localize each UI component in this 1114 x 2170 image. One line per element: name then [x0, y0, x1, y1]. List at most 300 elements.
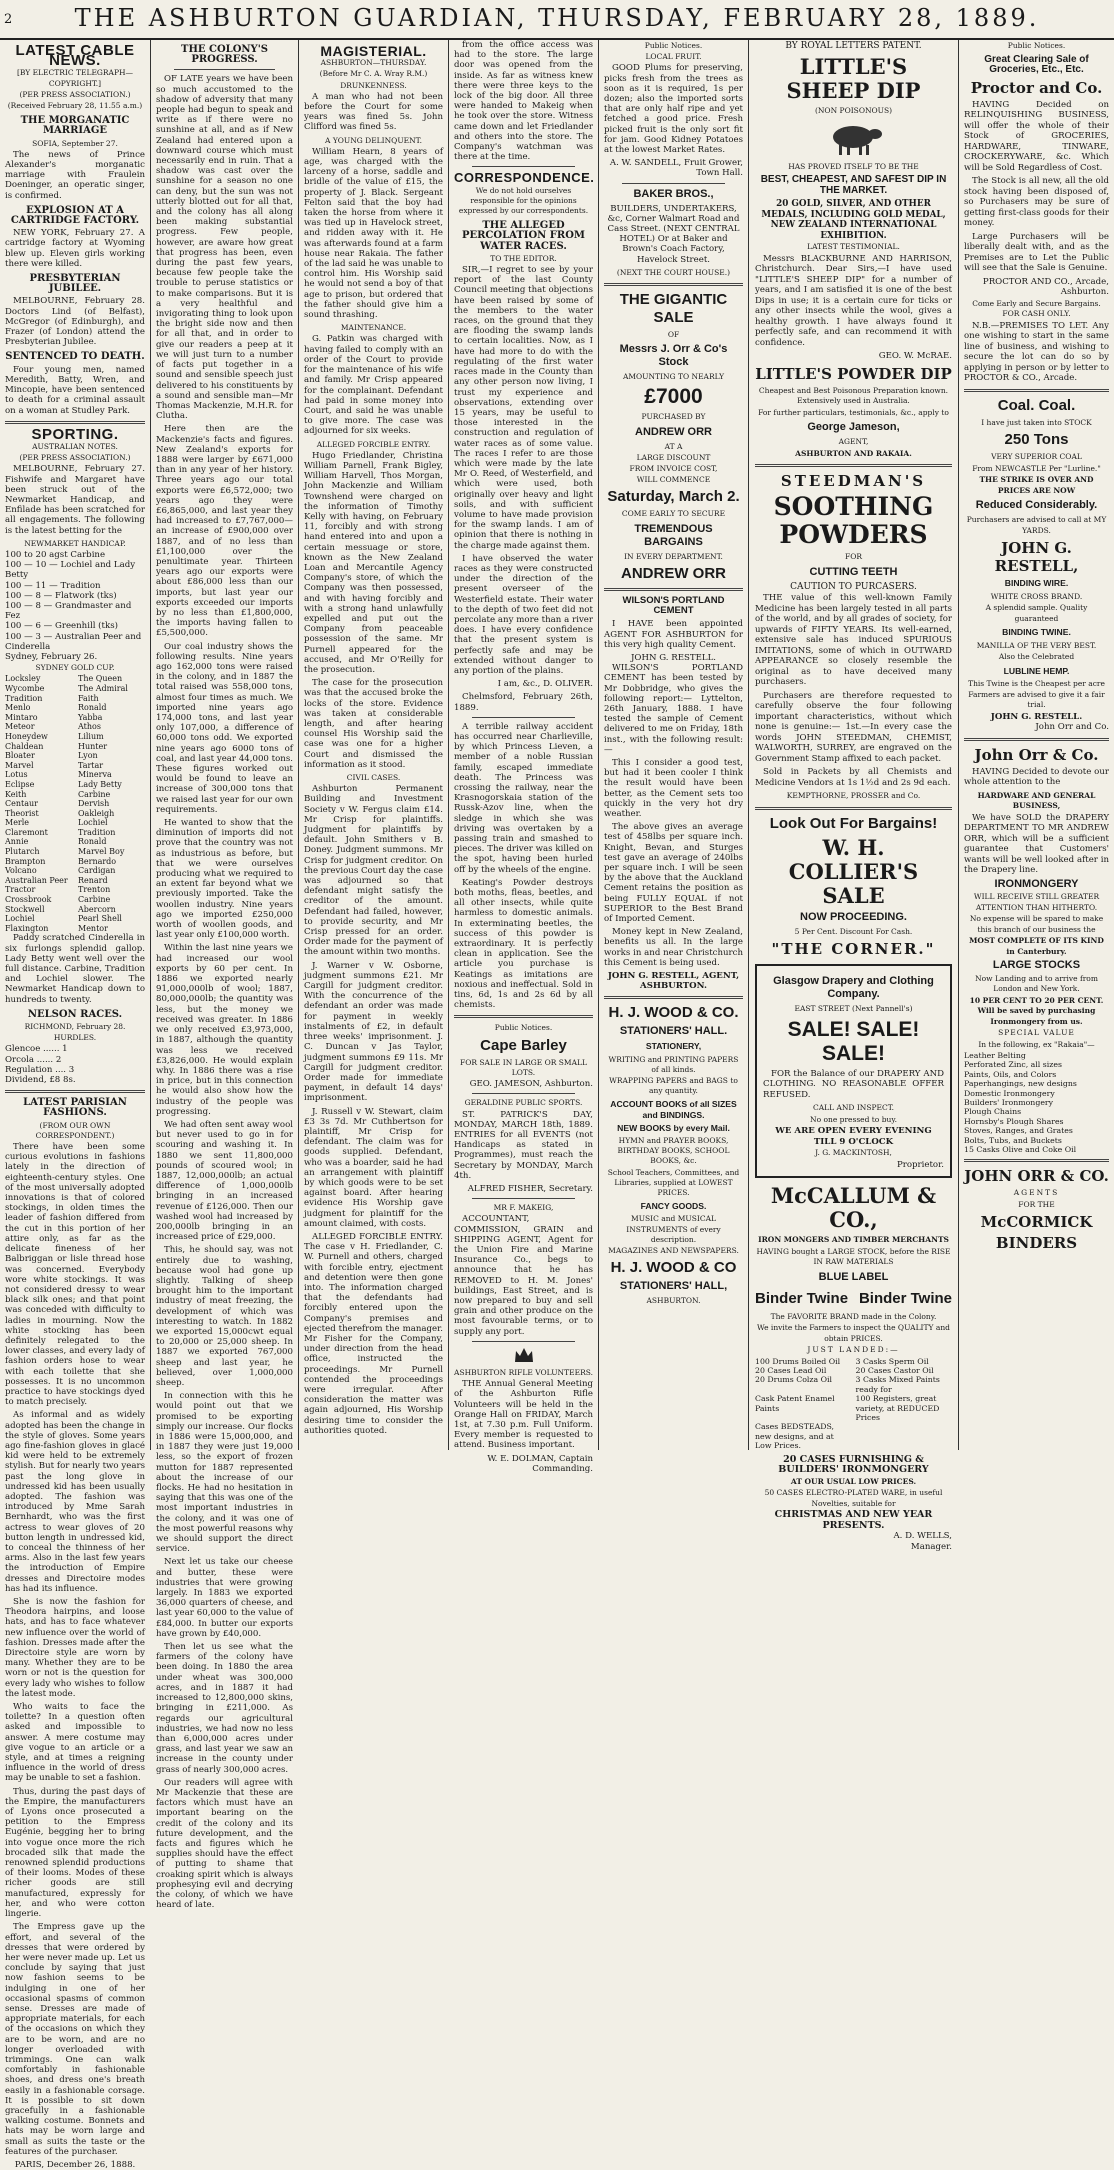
- proctor-signature: PROCTOR AND CO., Arcade, Ashburton.: [982, 276, 1109, 297]
- forcible-entry-text: The case for the prosecution was that the accused broke the locks of the store. Evidence was taken at considerable length, and after hearing counsel His Worship said the case was one for a higher Court and dismissed the information as it stood.: [304, 678, 443, 770]
- result-line: Glencoe ...... 1: [5, 1044, 68, 1055]
- horse-name: Marvel Boy: [78, 847, 125, 857]
- magazines-label: MAGAZINES AND NEWSPAPERS.: [608, 1246, 739, 1256]
- divider: [755, 807, 952, 810]
- forcible-entry-text: Hugo Friedlander, Christina William Parnell, Frank Bigley, William Harvell, Thos Morgan, John Mackenzie and William Townshend were charged on the information of Timothy Kelly with having, on February 11, forcibly and with strong hand entered into and upon a certain messuage or store, known as the New Zealand Loan and Mercantile Agency Company's store, of which the Company was then possessed, and with having forcibly and with a strong hand unlawfully expelled and put out the Company from peaceable possession of the same. Mr Purnell appeared for the accused, and Mr O'Reilly for the prosecution.: [304, 450, 443, 675]
- colony-text: We had often sent away wool but never used to go in for scouring and washing it. In 1880 we sent 11,800,000 pounds of scoured wool; in 1887, 12,000,000lb; an actual difference of 1,000,000lb bringing in an increased revenue of £126,000. Then our washed wool had increased by 200,000lb bringing in an increased price of £29,000.: [156, 1119, 293, 1243]
- coal-stock: I have just taken into STOCK: [981, 417, 1092, 427]
- sentenced-heading: SENTENCED TO DEATH.: [5, 351, 145, 363]
- cutting-teeth: CUTTING TEETH: [809, 565, 898, 578]
- wilson-text: Money kept in New Zealand, benefits us all. In the large works in and near Christchurch this Cement is being used.: [604, 927, 743, 968]
- horse-name: Athos: [78, 722, 101, 732]
- testimonial-signature: GEO. W. McRAE.: [878, 351, 952, 361]
- royal-patent: BY ROYAL LETTERS PATENT.: [785, 41, 922, 51]
- agent-label: AGENT,: [838, 437, 869, 446]
- strike-label: THE STRIKE IS OVER AND PRICES ARE NOW: [979, 475, 1094, 495]
- premises-let-text: N.B.—PREMISES TO LET. Any one wishing to start in the same line of business, and wishing to secure the lot can do so by applying in person or by letter to PROCTOR & CO., Arcade.: [964, 320, 1109, 383]
- drunk-text: A man who had not been before the Court for some years was fined 5s. John Clifford was fined 5s.: [304, 91, 443, 133]
- marriage-text: The news of Prince Alexander's morganatic marriage with Fraulein Doeninger, an operatic singer, is confirmed.: [5, 149, 145, 201]
- delinquent-heading: A YOUNG DELINQUENT.: [325, 135, 422, 145]
- horse-name: Australian Peer: [5, 875, 68, 885]
- reduced-label: Reduced Considerably.: [975, 499, 1098, 511]
- horse-name: Theorist: [5, 808, 39, 818]
- usual-prices: AT OUR USUAL LOW PRICES.: [790, 1476, 917, 1486]
- divider: [622, 183, 725, 184]
- nelson-dateline: RICHMOND, February 28.: [24, 1022, 126, 1032]
- horse-name: Faith: [78, 693, 99, 703]
- clearing-sale-title: Great Clearing Sale of Groceries, Etc., Etc.: [984, 53, 1089, 75]
- landed-item: 100 Drums Boiled Oil: [755, 1356, 841, 1366]
- steedman-title: STEEDMAN'S: [780, 472, 927, 490]
- mccormick-label: McCORMICK: [980, 1213, 1093, 1232]
- divider: [472, 1198, 575, 1199]
- barley-signature: GEO. JAMESON, Ashburton.: [469, 1079, 593, 1090]
- soothing-title: SOOTHING POWDERS: [773, 492, 934, 549]
- fruit-text: GOOD Plums for preserving, picks fresh from the trees as soon as it is required, 1s per dozen; also the imported sorts that are only half ripe and yet fetched a good price. Fresh picked fruit is the only sort fit for jam. Good Kidney Potatoes at the lowest Market Rates.: [604, 63, 743, 156]
- mccallum-title: McCALLUM & CO.,: [770, 1183, 937, 1232]
- orr-small-signature: John Orr and Co.: [1035, 722, 1109, 732]
- wrapping-label: WRAPPING PAPERS and BAGS to any quantity.: [609, 1076, 738, 1096]
- special-item: Hornsby's Plough Shares: [964, 1116, 1064, 1126]
- wilson-text: The above gives an average test of 458lbs per square inch. Knight, Bevan, and Sturges test gave an average of 240lbs per square inch. I will be seen by the above that the Auckland Cement retains the position as being FULLY EQUAL if not SUPERIOR to the Best Brand of Imported Cement.: [604, 822, 743, 924]
- horse-name: Carbine: [78, 895, 111, 905]
- landed-item: 20 Cases Castor Oil: [855, 1365, 934, 1375]
- orr-bottom-title: JOHN ORR & CO.: [964, 1167, 1109, 1186]
- geraldine-text: ST. PATRICK'S DAY, MONDAY, MARCH 18th, 1889. ENTRIES for all EVENTS (not Handicaps as stated in Programmes), must reach the Secretary by MONDAY, March 4th.: [454, 1109, 593, 1181]
- fashions-text: She is now the fashion for Theodora hairpins, and loose hats, and has to face whatever new influence over the world of fashion. Dresses made after the Directoire style are worn by many. Whether they are to be worn or not is the question for every lady who wishes to follow the latest mode.: [5, 1597, 145, 1699]
- jameson-name: George Jameson,: [807, 421, 900, 433]
- horse-name: Oakleigh: [78, 808, 115, 818]
- furnishing-label: 20 CASES FURNISHING & BUILDERS' IRONMONGERY: [778, 1453, 929, 1476]
- public-notices-label: Public Notices.: [1007, 41, 1066, 50]
- horse-name: Flaxington: [5, 923, 49, 933]
- proprietor-label: Proprietor.: [896, 1159, 944, 1170]
- forcible-entry-heading: ALLEGED FORCIBLE ENTRY.: [316, 439, 431, 449]
- wilson-title: WILSON'S PORTLAND CEMENT: [622, 594, 725, 617]
- landed-item: Cases BEDSTEADS, new designs, and at Low Prices.: [755, 1422, 835, 1451]
- stationers-title-2: STATIONERS' HALL,: [619, 1280, 728, 1293]
- gigantic-sale-title: THE GIGANTIC SALE: [619, 291, 728, 327]
- horse-name: Lady Betty: [78, 779, 122, 789]
- wilson-signature: JOHN G. RESTELL, AGENT, ASHBURTON.: [607, 971, 740, 992]
- column-advertisements: [748, 40, 958, 1552]
- colony-text: Within the last nine years we had increased our wool exports by 60 per cent. In 1886 we exported nearly 91,000,000lb of wool; 1887, 80,000,000lb; the quantity was less, but the money we received was greater. In 1886 we only received £3,973,000, in 1887, although the quantity was less we received £3,826,000. He would explain why. In 1886 there was a rise in price, but in this connection he would also show how the industry of the people was progressing.: [156, 943, 293, 1117]
- letter-signature: I am, &c., D. OLIVER.: [497, 679, 593, 690]
- powder-dip-title: LITTLE'S POWDER DIP: [755, 364, 952, 383]
- horse-name: Marvel: [5, 760, 34, 770]
- betting-list: [5, 550, 145, 662]
- proctor-text: The Stock is all new, all the old stock having been disposed of, so Purchasers may be sure of getting first-class goods for their money.: [964, 176, 1109, 228]
- electro-label: 50 CASES ELECTRO-PLATED WARE, in useful Novelties, suitable for: [764, 1488, 943, 1508]
- correspondence-heading: CORRESPONDENCE.: [454, 170, 595, 186]
- horse-name: Chaldean: [5, 741, 44, 751]
- fruit-signature: A. W. SANDELL, Fruit Grower, Town Hall.: [609, 158, 743, 179]
- no-press: No one pressed to buy.: [810, 1114, 897, 1124]
- explosion-heading: EXPLOSION AT A CARTRIDGE FACTORY.: [10, 204, 140, 227]
- manila-label: MANILLA OF THE VERY BEST.: [976, 640, 1097, 650]
- special-item: Perforated Zinc, all sizes: [964, 1060, 1062, 1070]
- betting-line: 100 to 20 agst Carbine: [5, 549, 106, 560]
- come-early-label: COME EARLY TO SECURE: [621, 509, 726, 519]
- public-notices-label: Public Notices.: [494, 1023, 553, 1033]
- binding-twine-label: BINDING TWINE.: [1002, 627, 1071, 637]
- for-the-label: FOR THE: [1018, 1199, 1055, 1209]
- local-fruit-heading: LOCAL FRUIT.: [645, 52, 702, 62]
- colony-text: This, he should say, was not entirely due to washing, because wool had gone up slightly. Talking of sheep brought him to the important industry of meat freezing, the development of which was interesting to watch. In 1882 we exported 15,000cwt equal to 20,000 or 25,000 sheep. In 1887 we exported 767,000 sheep and last year, he believed, over 1,000,000 sheep.: [156, 1245, 293, 1388]
- kempthorne-label: KEMPTHORNE, PROSSER and Co.: [786, 791, 921, 800]
- divider: [604, 283, 743, 286]
- horse-name: Eclipse: [5, 779, 35, 789]
- sporting-text: MELBOURNE, February 27. Fishwife and Margaret have been struck out of the Newmarket Handicap, and Enfilade has been scratched for all engagements. The following is the latest betting for the: [5, 464, 145, 536]
- divider: [472, 1093, 575, 1094]
- fashions-text: Thus, during the past days of the Empire, the manufacturers of Lyons once prosecuted a petition to the Empress Eugénie, begging her to bring into vogue once more the rich brocaded silk that made the renowned splendid productions of their looms. Modes of these richer goods are still manufactured, expressly for her, and who were cotton lingerie.: [5, 1786, 145, 1920]
- mackintosh-name: J. G. MACKINTOSH,: [815, 1148, 892, 1157]
- particulars-label: For further particulars, testimonials, &c., apply to: [758, 407, 949, 417]
- horse-name: Brampton: [5, 856, 46, 866]
- horse-name: Ronald: [78, 703, 107, 713]
- saturday-label: Saturday, March 2.: [607, 488, 740, 506]
- horse-name: Mentor: [78, 923, 108, 933]
- geraldine-signature: ALFRED FISHER, Secretary.: [467, 1183, 593, 1194]
- letter-text: SIR,—I regret to see by your report of the last County Council meeting that objections have been raised by some of the members to the water races, on the ground that they are flooding the swamp lands to certain localities. Now, as I have had more to do with the regulating of the first water races made in the County than any other person now living, I trust my experience and observations, extending over 15 years, may be useful to those interested in the construction and regulation of water races as of some value. The races I refer to are those which were made by the late Mr O. Reed, of Westerfield, and which were used, both originally over heavy and light soils, and with sufficient volume to have made provision for the swamp lands. I am of opinion that there is nothing in the charge made against them.: [454, 265, 594, 551]
- horse-name: Lilium: [78, 731, 104, 741]
- colony-text: He wanted to show that the diminution of imports did not prove that the country was not as industrious as before, but that we were ourselves producing what we required to an extent far beyond what we previously imported. Take the woollen industry. Nine years ago we imported £250,000 worth of woollen goods, and last year only £100,000 worth.: [156, 818, 293, 941]
- result-line: Regulation .... 3: [5, 1064, 75, 1075]
- wilson-text: WILSON'S PORTLAND CEMENT has been tested by Mr Dobbridge, who gives the following report:— Lyttelton, 26th January, 1888. I have tested the sample of Cement delivered to me on Friday, 18th inst., with the following result:—: [604, 663, 743, 755]
- horse-name: Mintaro: [5, 712, 38, 722]
- public-notices-label: Public Notices.: [644, 41, 703, 50]
- expense-label: No expense will be spared to make this branch of our business the: [969, 914, 1104, 934]
- volunteers-signature: W. E. DOLMAN, Captain Commanding.: [487, 1453, 593, 1474]
- divider: [604, 588, 743, 591]
- large-stocks-label: LARGE STOCKS: [992, 959, 1081, 971]
- fashions-text: The Empress gave up the effort, and several of the dresses that were ordered by her were never made up. Let us conclude by saying that just now fashion seems to be indulging in one of her occasional spasms of common sense. Dresses are made of appropriate materials, for each of the occasions on which they are to be worn, and are no longer overloaded with trimmings. One can walk comfortably in fashionable shoes, and dress one's breath easily in a fashionable corsage. It is possible to sit down gracefully in a fashionable walking costume. Bonnets and hats may be worn large and small as suits the taste or the features of the purchaser.: [5, 1922, 145, 2157]
- coal-title: Coal. Coal.: [997, 396, 1076, 414]
- binder-twine-left: Binder Twine: [755, 1289, 849, 1307]
- fashions-source: (FROM OUR OWN CORRESPONDENT.): [35, 1120, 115, 1140]
- large-discount-label: LARGE DISCOUNT: [636, 452, 711, 462]
- special-item: Plough Chains: [964, 1107, 1022, 1117]
- sheep-icon: [755, 117, 952, 161]
- come-early-label: Come Early and Secure Bargains. FOR CASH ONLY.: [972, 298, 1101, 318]
- horse-name: Renard: [78, 875, 108, 885]
- result-line: Dividend, £8 8s.: [5, 1075, 76, 1086]
- lubline-label: LUBLINE HEMP.: [1003, 665, 1070, 676]
- letter-to: TO THE EDITOR.: [490, 253, 557, 263]
- explosion-text: NEW YORK, February 27. A cartridge factory at Wyoming blew up. Eleven girls working there were killed.: [5, 228, 145, 269]
- crown-icon: [454, 1346, 593, 1367]
- column-correspondence: [448, 40, 598, 1474]
- coal-tons: 250 Tons: [1004, 431, 1069, 448]
- wells-name: A. D. WELLS,: [893, 1531, 952, 1542]
- invite-label: We invite the Farmers to inspect the QUALITY and obtain PRICES.: [757, 1323, 950, 1343]
- messrs-label: Messrs J. Orr & Co's Stock: [619, 343, 728, 369]
- betting-line: 100 — 8 — Flatwork (tks): [5, 590, 117, 601]
- horse-name: Ronald: [78, 837, 107, 847]
- divider: [5, 421, 145, 424]
- at-label: AT A: [664, 441, 683, 451]
- horse-name: Annie: [5, 837, 29, 847]
- every-department-label: IN EVERY DEPARTMENT.: [624, 551, 723, 561]
- accident-text: A terrible railway accident has occurred near Charlieville, by which Princess Lieven, a member of a noble Russian family, escaped immediate death. The Princess was crossing the railway, near the Krasnogorskaia station of the Russk-Azov line, when the sledge in which she was driving was overtaken by a passing train and smashed to pieces. The driver was killed on the spot, having been hurled off by the wheels of the engine.: [454, 721, 593, 875]
- landed-item: 20 Drums Colza Oil: [755, 1375, 833, 1385]
- results-list: [5, 1044, 145, 1085]
- splendid-label: A splendid sample. Quality guaranteed: [985, 603, 1088, 623]
- stationery-label: STATIONERY,: [645, 1041, 702, 1052]
- special-item: 15 Casks Olive and Coke Oil: [964, 1145, 1077, 1155]
- sentenced-text: Four young men, named Meredith, Batty, Wren, and Mincopie, have been sentenced to death for a criminal assault on a woman at Studley Park.: [5, 364, 145, 416]
- landed-item: 3 Casks Mixed Paints ready for: [855, 1375, 940, 1394]
- proctor-title: Proctor and Co.: [970, 78, 1103, 97]
- proctor-text: HAVING Decided on RELINQUISHING BUSINESS, will offer the whole of their Stock of GROCERIES, HARDWARE, TINWARE, CROCKERYWARE, &c. Which will be Sold Regardless of Cost.: [964, 99, 1109, 173]
- divider: [5, 1090, 145, 1093]
- civil-text: J. Russell v W. Stewart, claim £3 3s 7d. Mr Cuthbertson for plaintiff, Mr Crisp for defendant. The claim was for goods supplied. Defendant, who was a boarder, said he had an arrangement with plaintiff by which goods were to be set against board. After hearing evidence His Worship gave judgment for plaintiff for the amount claimed, with costs.: [304, 1106, 443, 1229]
- iron-label: IRON MONGERS AND TIMBER MERCHANTS: [758, 1235, 949, 1244]
- purchased-label: PURCHASED BY: [641, 412, 706, 422]
- divider: [454, 1015, 593, 1018]
- horse-name: Carbine: [78, 789, 111, 799]
- horse-name: The Queen: [78, 674, 123, 684]
- bargains-label: TREMENDOUS BARGAINS: [634, 522, 713, 548]
- call-inspect: CALL AND INSPECT.: [812, 1103, 895, 1112]
- horse-name: Yabba: [78, 712, 103, 722]
- hurdles-heading: HURDLES.: [53, 1033, 97, 1043]
- masthead-title: THE ASHBURTON GUARDIAN, THURSDAY, FEBRUARY 28, 1889.: [74, 4, 1040, 32]
- horse-name: Pearl Shell: [78, 914, 122, 924]
- letter-heading: THE ALLEGED PERCOLATION FROM WATER RACES.: [461, 220, 585, 252]
- colony-text: OF LATE years we have been so much accustomed to the shadow of adversity that many people had begun to speak and write as if there were no sunshine at all, and as if New Zealand had entered upon a downward course which must necessarily end in ruin. That a shadow was cast over the sunshine for a season no one can deny, but the sun was not utterly blotted out for all that, and the colony has all along been making substantial progress. Few people, however, are aware how great that progress has been, even during the past few years, because few people take the trouble to peruse statistics or to make comparisons. But it is a very healthful and invigorating thing to look upon the bright side now and then for all that, and in order to give our readers a peep at it we will just turn to a number of facts put together in a sound and sensible speech just delivered to his constituents by a sound and sensible man—Mr Thomas Mackenzie, M.H.R. for Clutha.: [156, 74, 293, 422]
- colony-text: Our readers will agree with Mr Mackenzie that these are factors which must have an important bearing on the credit of the colony and its future development, and the facts and figures which he supplies should have the effect of putting to shame that croaking spirit which is always prophesying evil and decrying the colony, of which we have heard of late.: [156, 1777, 293, 1911]
- byline: [BY ELECTRIC TELEGRAPH—COPYRIGHT.]: [16, 68, 134, 88]
- medals-label: 20 GOLD, SILVER, AND OTHER MEDALS, INCLUDING GOLD MEDAL, NEW ZEALAND INTERNATIONAL EXHIBITION.: [761, 199, 946, 241]
- horse-name: Honeydew: [5, 731, 48, 741]
- sale-banner: SALE! SALE! SALE!: [787, 1017, 920, 1065]
- fashions-text: There have been some curious evolutions in fashions lately in the direction of eighteenth-century styles. One of the most universally adopted innovations is that of colored stockings, in olden times the leader of fashion differed from the cut in this portion of her attire only, as far as the delicate fineness of her Balbriggan or lisle thread hose was concerned. Everybody wore white stockings. It was not considered dressy to wear black silk ones; and that point was conceded with difficulty to ladies in mourning. Now the white stocking has been definitely relegated to the lower classes, and every lady of fashion orders hose to wear with each toilette that she possesses. It is no uncommon practice to have stockings dyed to match precisely.: [5, 1142, 145, 1408]
- landing-label: Now Landing and to arrive from London and New York.: [975, 973, 1098, 993]
- delinquent-text: William Hearn, 8 years of age, was charged with the larceny of a horse, saddle and bridle of the value of £15, the property of J. Black. Sergeant Felton said that the boy had taken the horse from where it was tied up in Havelock street, and ridden away with it. He was afterwards found at a farm house near Rakaia. The father of the lad said he was unable to control him. His Worship said he would not send a boy of that age to prison, but ordered that the father should give him a sound thrashing.: [304, 146, 443, 321]
- correspondence-disclaimer: We do not hold ourselves responsible for the opinions expressed by our correspondents.: [458, 185, 589, 216]
- invoice-label: FROM INVOICE COST,: [629, 464, 718, 474]
- special-item: Bolts, Tubs, and Buckets: [964, 1135, 1062, 1145]
- wood-title-2: H. J. WOOD & CO: [610, 1259, 737, 1277]
- horse-name: Stockwell: [5, 904, 45, 914]
- best-cheapest: BEST, CHEAPEST, AND SAFEST DIP IN THE MARKET.: [760, 174, 947, 196]
- steedman-text: THE value of this well-known Family Medicine has been largely tested in all parts of the world, and by all grades of society, for upwards of FIFTY YEARS. Its well-earned, extensive sale has induced SPURIOUS IMITATIONS, some of which in OUTWARD APPEARANCE so closely resemble the original as to have deceived many purchasers.: [755, 593, 952, 687]
- of-label: OF: [667, 330, 680, 340]
- colony-text: Next let us take our cheese and butter, these were industries that were growing largely. In 1883 we exported 36,000 quarters of cheese, and last year 60,000 to the value of £84,000. In butter our exports have grown by £40,000.: [156, 1557, 293, 1639]
- sporting-assoc: (PER PRESS ASSOCIATION.): [19, 453, 131, 463]
- binder-twine-right: Binder Twine: [858, 1289, 952, 1307]
- nelson-heading: NELSON RACES.: [27, 1008, 123, 1020]
- blue-label: BLUE LABEL: [818, 1270, 889, 1283]
- makeig-text: ACCOUNTANT, COMMISSION, GRAIN and SHIPPING AGENT, Agent for the Union Fire and Marine Insurance Co., begs to announce that he has REMOVED to H. M. Jones' buildings, East Street, and is now prepared to buy and sell grain and other produce on the most favourable terms, or to supply any port.: [454, 1214, 593, 1337]
- letter-date: Chelmsford, February 26th, 1889.: [454, 692, 593, 713]
- magisterial-dateline: ASHBURTON—THURSDAY.: [320, 58, 427, 68]
- divider: [964, 1159, 1109, 1162]
- landed-item: 100 Registers, great variety, at REDUCED Prices: [855, 1394, 940, 1422]
- special-list: [964, 1051, 1109, 1154]
- steedman-text: Purchasers are therefore requested to carefully observe the four following important characteristics, without which none is genuine:— 1st.—In every case the words JOHN STEEDMAN, CHEMIST, WALWORTH, SURREY, are engraved on the Government Stamp affixed to each packet.: [755, 690, 952, 764]
- ironmongery-label: IRONMONGERY: [994, 877, 1079, 890]
- horse-name: Abercorn: [78, 904, 116, 914]
- glasgow-ad: [755, 964, 952, 1178]
- special-item: Domestic Ironmongery: [964, 1088, 1055, 1098]
- horse-name: Meteor: [5, 722, 35, 732]
- stationers-title: STATIONERS' HALL.: [619, 1025, 728, 1038]
- sporting-subheading: AUSTRALIAN NOTES.: [32, 441, 118, 451]
- baker-text: BUILDERS, UNDERTAKERS, &c, Corner Walmart Road and Cass Street. (NEXT CENTRAL HOTEL) Or at Baker and Brown's Coach Factory, Havelock Street.: [607, 203, 740, 265]
- marriage-dateline: SOFIA, September 27.: [32, 138, 118, 148]
- music-label: MUSIC and MUSICAL INSTRUMENTS of every description.: [626, 1214, 721, 1244]
- horse-name: Merle: [5, 818, 30, 828]
- forcible-entry-text: ALLEGED FORCIBLE ENTRY. The case v H. Friedlander, C. W. Purnell and others, charged with forcible entry, ejectment and detention were then gone into. The information charged that the defendants had forcibly entered upon the Company's premises and ejected therefrom the manager. Mr Fisher for the Company, under direction from the head office, instructed the proceedings. Mr Purnell contended the proceedings were irregular. After consideration the matter was again adjourned, His Worship desiring time to consider the authorities quoted.: [304, 1231, 443, 1436]
- divider: [174, 69, 275, 70]
- wood-title: H. J. WOOD & CO.: [608, 1004, 739, 1022]
- jubilee-heading: PRESBYTERIAN JUBILEE.: [29, 273, 121, 295]
- orr-text: We have SOLD the DRAPERY DEPARTMENT TO MR ANDREW ORR, which will be a sufficient guarantee that Customers' wants will be well looked after in the Drapery line.: [964, 812, 1109, 875]
- agents-label: AGENTS: [1013, 1188, 1060, 1198]
- barley-sub: FOR SALE IN LARGE OR SMALL LOTS.: [460, 1057, 587, 1077]
- landed-item: 3 Casks Sperm Oil: [855, 1356, 929, 1366]
- horse-name: Lochiel: [78, 818, 108, 828]
- orr-text: HAVING Decided to devote our whole attention to the: [964, 766, 1109, 787]
- horse-name: Bernardo: [78, 856, 117, 866]
- wilson-text: This I consider a good test, but had it been cooler I think the result would have been better, as the Cement sets too quickly in the very hot dry weather.: [604, 757, 743, 819]
- column-right-advertisements: [958, 40, 1114, 1450]
- maintenance-heading: MAINTENANCE.: [340, 323, 407, 333]
- glasgow-title: Glasgow Drapery and Clothing Company.: [773, 975, 934, 1000]
- divider: [755, 464, 952, 467]
- binding-wire-label: BINDING WIRE.: [1004, 578, 1069, 588]
- horse-name: Lyon: [78, 751, 98, 761]
- geraldine-heading: GERALDINE PUBLIC SPORTS.: [464, 1098, 583, 1108]
- horse-name: Volcano: [5, 866, 37, 876]
- result-line: Orcola ...... 2: [5, 1054, 62, 1065]
- horse-name: Wycombe: [5, 683, 45, 693]
- favorite-label: The FAVORITE BRAND made in the Colony.: [770, 1311, 937, 1321]
- attention-label: WILL RECEIVE STILL GREATER ATTENTION THAN HITHERTO.: [973, 892, 1100, 912]
- special-sub: In the following, ex "Rakaia"—: [978, 1039, 1095, 1049]
- landed-list: [755, 1357, 952, 1451]
- horse-name: Dervish: [78, 799, 110, 809]
- collier-title: W. H. COLLIER'S SALE: [788, 834, 919, 908]
- byline-assoc: (PER PRESS ASSOCIATION.): [19, 89, 131, 99]
- discount-label: 5 Per Cent. Discount For Cash.: [794, 926, 913, 936]
- horse-name: Lotus: [5, 770, 28, 780]
- school-label: School Teachers, Committees, and Libraries, supplied at LOWEST PRICES.: [607, 1167, 740, 1198]
- caution-label: CAUTION TO PURCASERS.: [790, 581, 917, 592]
- newmarket-heading: NEWMARKET HANDICAP.: [24, 538, 126, 548]
- page-number: 2: [4, 12, 13, 27]
- special-item: Builders' Ironmongery: [964, 1098, 1054, 1108]
- landed-item: Cask Patent Enamel Paints: [755, 1394, 835, 1413]
- column-notices: [598, 40, 748, 1450]
- horse-name: Tractor: [5, 885, 36, 895]
- sheep-dip-sub: (NON POISONOUS): [814, 105, 893, 115]
- baker-location: (NEXT THE COURT HOUSE.): [616, 267, 731, 277]
- special-item: Paperhangings, new designs: [964, 1079, 1077, 1089]
- celebrated-label: Also the Celebrated: [998, 652, 1075, 661]
- fancy-label: FANCY GOODS.: [640, 1201, 707, 1212]
- masthead: [0, 0, 1114, 40]
- civil-heading: CIVIL CASES.: [346, 773, 401, 783]
- proceeding-label: NOW PROCEEDING.: [800, 910, 907, 923]
- horse-name: Crossbrook: [5, 895, 52, 905]
- column-magisterial: [298, 40, 448, 1450]
- special-item: Paints, Oils, and Colors: [964, 1069, 1057, 1079]
- racing-text: Paddy scratched Cinderella in six furlongs splendid gallop. Lady Betty went well over the full distance. Carbine, Tradition and Lochiel slower. The Newmarket Handicap down to hundreds to twenty.: [5, 933, 145, 1005]
- steedman-text: Sold in Packets by all Chemists and Medicine Vendors at 1s 1½d and 2s 9d each.: [755, 767, 952, 788]
- betting-line: 100 — 8 — Grandmaster and Fez: [5, 600, 132, 622]
- colony-text: Then let us see what the farmers of the colony have been doing. In 1880 the area under wheat was 300,000 acres, and in 1887 it had increased to 12,800,000 skins, bringing in £211,000. As regards our agricultural industries, we had now no less than 6,000,000 acres under grass, and last year we saw an increase in the county under grass of nearly 300,000 acres.: [156, 1642, 293, 1775]
- divider: [472, 717, 575, 718]
- proctor-text: Large Purchasers will be liberally dealt with, and as the Premises are to Let the Public will see that the Sale is Genuine.: [964, 231, 1109, 273]
- betting-line: 100 — 11 — Tradition: [5, 580, 101, 591]
- volunteers-heading: ASHBURTON RIFLE VOLUNTEERS.: [454, 1367, 593, 1377]
- jubilee-text: MELBOURNE, February 28. Doctors Lind (of Belfast), McGregor (of Edinburgh), and Frazer (of London) attend the Presbyterian Jubilee.: [5, 296, 145, 348]
- colony-text: In connection with this he would point out that we promised to be exporting simply our increase. Our flocks in 1886 were 15,000,000, and in 1887 they were just 19,000 less, so the export of frozen mutton for 1887 represented about the increase of our flocks. He had no hesitation in saying that this was one of the most important industries in the colony, and it was one of the most powerful reasons why we should support the direct service.: [156, 1391, 293, 1555]
- horse-name: Lochiel: [5, 914, 35, 924]
- volunteers-text: THE Annual General Meeting of the Ashburton Rifle Volunteers will be held in the Orange Hall on FRIDAY, March 1st, at 7.30 p.m. Full Uniform. Every member is requested to attend. Business important.: [454, 1379, 593, 1451]
- maintenance-text: G. Patkin was charged with having failed to comply with an order of the Court to provide for the maintenance of his wife and family. Mr Crisp appeared for the complainant. Defendant had paid in some money into Court, and said he was unable to give more. The case was adjourned for six weeks.: [304, 334, 443, 437]
- newbooks-label: NEW BOOKS by every Mail.: [617, 1122, 730, 1133]
- bargains-title: Look Out For Bargains!: [769, 814, 938, 832]
- restell-signature: JOHN G. RESTELL.: [990, 711, 1083, 722]
- barley-title: Cape Barley: [480, 1036, 567, 1054]
- special-item: Leather Belting: [964, 1051, 1026, 1060]
- hymn-label: HYMN and PRAYER BOOKS, BIRTHDAY BOOKS, SCHOOL BOOKS, &c.: [617, 1136, 730, 1166]
- special-label: SPECIAL VALUE: [998, 1028, 1075, 1037]
- fashions-text: As informal and as widely adopted has been the change in the style of gloves. Some years ago fine-fashion gloves in glacé kid were held to be extremely stylish. But for nearly two years past the long glove in undressed kid has been usually adopted. The fashion was introduced by Mme Sarah Bernhardt, who was the first actress to wear gloves of 20 button length in undressed kid, to conceal the thinness of her arms. Also in the last few years the introduction of Empire dresses and Directoire modes has had its influence.: [5, 1410, 145, 1594]
- sporting-heading: SPORTING.: [31, 425, 119, 443]
- andrew-orr-bottom: ANDREW ORR: [621, 564, 726, 582]
- having-label: HAVING bought a LARGE STOCK, before the RISE IN RAW MATERIALS: [756, 1246, 951, 1266]
- landed-item: 20 Cases Lead Oil: [755, 1365, 827, 1375]
- divider: [964, 389, 1109, 392]
- horse-name: Cardigan: [78, 866, 116, 876]
- cable-news-heading: LATEST CABLE NEWS.: [15, 42, 135, 70]
- horse-name: Plutarch: [5, 847, 40, 857]
- saved-label: 10 PER CENT TO 20 PER CENT. Will be saved by purchasing Ironmongery from us.: [969, 995, 1104, 1026]
- makeig-heading: MR F. MAKEIG,: [493, 1203, 554, 1213]
- horse-name: Locksley: [5, 674, 41, 684]
- binder-twine-row: [755, 1287, 952, 1311]
- betting-line: 100 — 6 — Greenhill (tks): [5, 621, 118, 632]
- keating-ad: Keating's Powder destroys both moths, fleas, beetles, and all other insects, while quite harmless to domestic animals. In exterminating beetles, the success of this powder is extraordinary. It is perfectly clean in application. See the article you purchase is Keatings as imitations are noxious and ineffectual. Sold in tins, 6d, 1s and 2s 6d by all chemists.: [454, 877, 593, 1011]
- horse-name: Trenton: [78, 885, 111, 895]
- divider: [964, 738, 1109, 741]
- horse-name: Minerva: [78, 770, 112, 780]
- continued-text: from the office access was had to the store. The large door was opened from the inside. As far as witness knew there were three keys to the lock of the big door. All three were handed to Makeig when he took over the store. Witness came down and let Friedlander and others into the store. The Company's watchman was there at the time.: [454, 40, 593, 163]
- restell-title: JOHN G. RESTELL,: [994, 539, 1079, 575]
- testimonial-heading: LATEST TESTIMONIAL.: [807, 242, 900, 251]
- magisterial-heading: MAGISTERIAL.: [320, 43, 427, 59]
- received-time: (Received February 28, 11.55 a.m.): [7, 101, 143, 111]
- proved-label: HAS PROVED ITSELF TO BE THE: [788, 161, 919, 171]
- horse-name: The Admiral: [78, 683, 128, 693]
- testimonial-text: Messrs BLACKBURNE AND HARRISON, Christchurch. Dear Sirs,—I have used "LITTLE'S SHEEP DIP" for a number of years, and I am satisfied it is one of the best Dips in use; it is a certain cure for ticks or any other insects while the wool, gives a healthy growth. I have always found it perfectly safe, and can recommend it with confidence.: [755, 253, 952, 348]
- amounting-label: AMOUNTING TO NEARLY: [622, 372, 725, 382]
- ashburton-rakaia: ASHBURTON AND RAKAIA.: [795, 448, 912, 458]
- coal-quality: VERY SUPERIOR COAL: [991, 452, 1082, 461]
- horse-name: Centaur: [5, 799, 38, 809]
- horse-name: Hunter: [78, 741, 108, 751]
- white-cross-label: WHITE CROSS BRAND.: [990, 591, 1083, 601]
- andrew-orr-label: ANDREW ORR: [635, 425, 712, 438]
- fashions-text: Who waits to face the toilette? In a question often asked and impossible to answer. A mere costume may give vogue to an article or a style, and at times a reigning influence in the world of dress may be unable to set a fashion.: [5, 1702, 145, 1784]
- letter-text: I have observed the water races as they were constructed under the direction of the present overseer of the Westerfield estate. Their water to the depth of two feet did not percolate any more than a river does. I have every confidence that the present system is perfectly safe and may be extended without danger to any portion of the plains.: [454, 553, 593, 676]
- powder-dip-sub: Cheapest and Best Poisonous Preparation known. Extensively used in Australia.: [758, 385, 949, 405]
